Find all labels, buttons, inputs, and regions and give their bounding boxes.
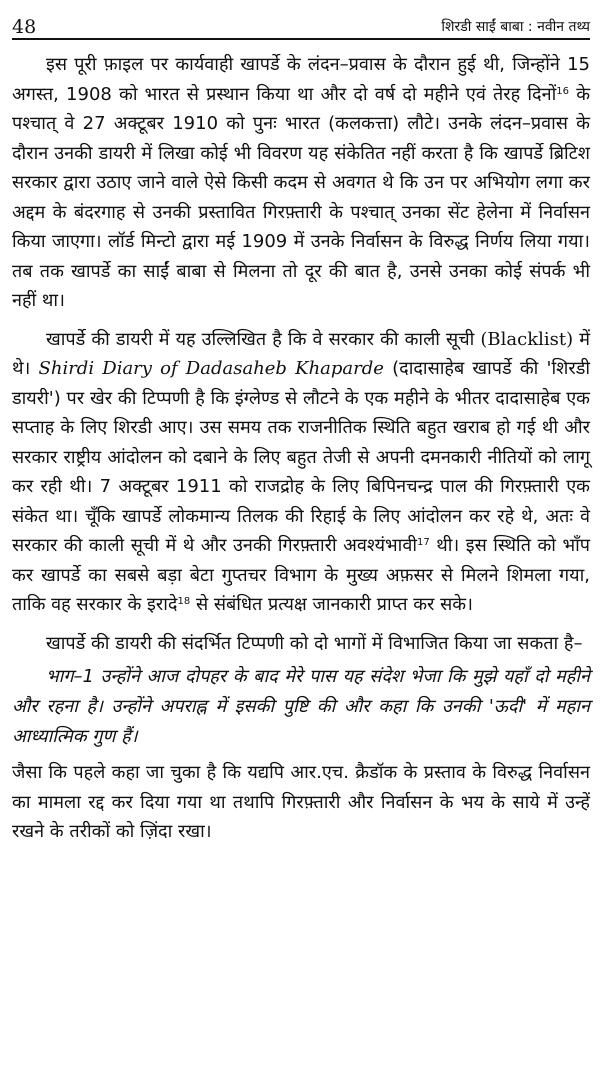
paragraph-2-text-e: से संबंधित प्रत्यक्ष जानकारी प्राप्त कर सके। [190,594,473,615]
paragraph-3: खापर्डे की डायरी की संदर्भित टिप्पणी को दो भागों में विभाजित किया जा सकता है– [46,632,583,654]
paragraph-1-text-b: के पश्चात् वे 27 अक्टूबर 1910 को पुनः भारत (कलकत्ता) लौटे। उनके लंदन–प्रवास के दौरान उनकी डायरी में लिखा कोई भी विवरण यह संकेतित नहीं करता है कि खापर्डे ब्रिटिश सरकार द्वारा उठाए जाने वाले ऐसे किसी कदम से अवगत थे कि उन पर अभियोग लगा कर अद्दम के बंदरगाह से उनकी प्रस्तावित गिरफ़्तारी के पश्चात् उनका सेंट हेलेना में निर्वासन किया जाएगा। लॉर्ड मिन्टो द्वारा मई 1909 में उनके निर्वासन के विरुद्ध निर्णय लिया गया। तब तक खापर्डे का साईं बाबा से मिलना तो दूर की बात है, उनसे उनका कोई संपर्क भी नहीं था। [12,83,591,311]
page-header [12,8,590,40]
footnote-ref-18: 18 [177,596,191,607]
paragraph-1-text-a: इस पूरी फ़ाइल पर कार्यवाही खापर्डे के लंदन–प्रवास के दौरान हुई थी, जिन्होंने 15 अगस्त, 1908 को भारत से प्रस्थान किया था और दो वर्ष दो महीने एवं तेरह दिनों [12,54,590,105]
paragraph-2 [12,325,590,620]
paragraph-2-text-a: खापर्डे की डायरी में यह उल्लिखित है कि वे सरकार की काली सूची [46,328,481,350]
paragraph-1 [12,50,590,316]
diary-quote: भाग–1 उन्होंने आज दोपहर के बाद मेरे पास यह संदेश भेजा कि मुझे यहाँ दो महीने और रहना है। उन्होंने अपराह्न में इसकी पुष्टि की और कहा कि उनकी 'ऊदी' में महान आध्यात्मिक गुण हैं। [12,666,590,747]
blacklist-term: (Blacklist) [480,328,574,350]
paragraph-2-text-b: में थे। [12,328,590,379]
page-number: 48 [12,16,37,38]
paragraph-2-text-d: थी। इस स्थिति को भाँप कर खापर्डे का सबसे बड़ा बेटा गुप्तचर विभाग के मुख्य अफ़सर से मिलने शिमला गया, ताकि वह सरकार के इरादे [12,535,590,615]
footnote-ref-17: 17 [417,537,430,548]
paragraph-4: जैसा कि पहले कहा जा चुका है कि यद्यपि आर.एच. क्रैडॉक के प्रस्ताव के विरुद्ध निर्वासन का मामला रद्द कर दिया गया था तथापि गिरफ़्तारी और निर्वासन के भय के साये में उन्हें रखने के तरीकों को ज़िंदा रखा। [12,762,590,842]
footnote-ref-16: 16 [556,85,570,97]
book-title: Shirdi Diary of Dadasaheb Khaparde [38,358,384,379]
paragraph-2-text-c: (दादासाहेब खापर्डे की 'शिरडी डायरी') पर खेर की टिप्पणी है कि इंग्लेण्ड से लौटने के एक महीने के भीतर दादासाहेब एक सप्ताह के लिए शिरडी आए। उस समय तक राजनीतिक स्थिति बहुत खराब हो गई थी और सरकार राष्ट्रीय आंदोलन को दबाने के लिए बहुत तेजी से अपनी दमनकारी नीतियों को लागू कर रही थी। 7 अक्टूबर 1911 को राजद्रोह के लिए बिपिनचन्द्र पाल की गिरफ़्तारी एक संकेत था। चूँकि खापर्डे लोकमान्य तिलक की रिहाई के लिए आंदोलन कर रहे थे, अतः वे सरकार की काली सूची में थे और उनकी गिरफ़्तारी अवश्यंभावी [12,358,591,556]
running-title: शिरडी साईं बाबा : नवीन तथ्य [441,19,590,35]
